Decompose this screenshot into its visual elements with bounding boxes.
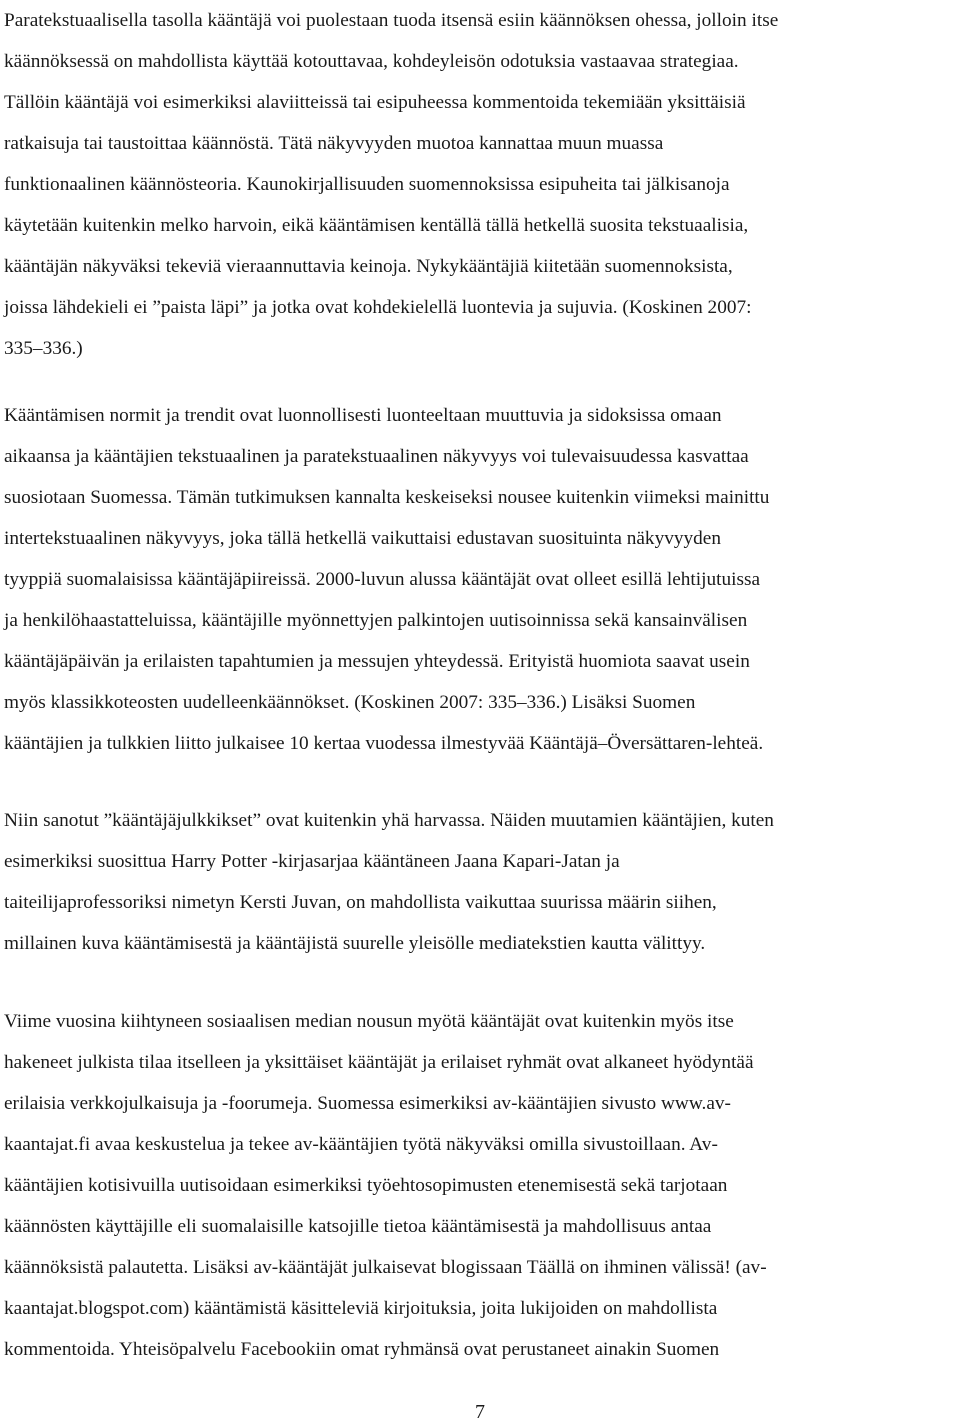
text-line: myös klassikkoteosten uudelleenkäännökset. (Koskinen 2007: 335–336.) Lisäksi Suomen xyxy=(4,692,696,713)
text-line: ratkaisuja tai taustoittaa käännöstä. Tätä näkyvyyden muotoa kannattaa muun muassa xyxy=(4,133,664,154)
text-line: Tällöin kääntäjä voi esimerkiksi alaviitteissä tai esipuheessa kommentoida tekemiään yksittäisiä xyxy=(4,92,746,113)
text-line: suosiotaan Suomessa. Tämän tutkimuksen kannalta keskeiseksi nousee kuitenkin viimeksi mainittu xyxy=(4,487,770,508)
text-line: kääntäjäpäivän ja erilaisten tapahtumien ja messujen yhteydessä. Erityistä huomiota saavat usein xyxy=(4,651,750,672)
text-line: käännösten käyttäjille eli suomalaisille katsojille tietoa kääntämisestä ja mahdollisuus antaa xyxy=(4,1216,712,1237)
page-number: 7 xyxy=(475,1401,485,1423)
text-line: funktionaalinen käännösteoria. Kaunokirjallisuuden suomennoksissa esipuheita tai jälkisanoja xyxy=(4,174,730,195)
text-line: hakeneet julkista tilaa itselleen ja yksittäiset kääntäjät ja erilaiset ryhmät ovat alkaneet hyödyntää xyxy=(4,1052,754,1073)
text-line: kääntäjien kotisivuilla uutisoidaan esimerkiksi työehtosopimusten etenemisestä sekä tarjotaan xyxy=(4,1175,728,1196)
text-line: kääntäjän näkyväksi tekeviä vieraannuttavia keinoja. Nykykääntäjiä kiitetään suomennoksista, xyxy=(4,256,733,277)
text-line: taiteilijaprofessoriksi nimetyn Kersti Juvan, on mahdollista vaikuttaa suurissa määrin siihen, xyxy=(4,892,717,913)
text-line: aikaansa ja kääntäjien tekstuaalinen ja paratekstuaalinen näkyvyys voi tulevaisuudessa kasvattaa xyxy=(4,446,749,467)
paragraph-paratextual-visibility xyxy=(4,0,778,369)
text-line: tyyppiä suomalaisissa kääntäjäpiireissä. 2000-luvun alussa kääntäjät ovat olleet esillä lehtijutuissa xyxy=(4,569,761,590)
text-line: Niin sanotut ”kääntäjäjulkkikset” ovat kuitenkin yhä harvassa. Näiden muutamien kääntäjien, kuten xyxy=(4,810,774,831)
text-line: kääntäjien ja tulkkien liitto julkaisee 10 kertaa vuodessa ilmestyvää Kääntäjä–Översättaren-lehteä. xyxy=(4,733,764,754)
paragraph-translation-norms xyxy=(4,395,769,764)
paragraph-social-media xyxy=(4,1001,767,1370)
text-line: käännöksessä on mahdollista käyttää kotouttavaa, kohdeyleisön odotuksia vastaavaa strategiaa. xyxy=(4,51,739,72)
text-line: erilaisia verkkojulkaisuja ja -foorumeja. Suomessa esimerkiksi av-kääntäjien sivusto www.av- xyxy=(4,1093,731,1114)
text-line: kaantajat.fi avaa keskustelua ja tekee av-kääntäjien työtä näkyväksi omilla sivustoillaan. Av- xyxy=(4,1134,718,1155)
text-line: joissa lähdekieli ei ”paista läpi” ja jotka ovat kohdekielellä luontevia ja sujuvia. (Koskinen 2007: xyxy=(4,297,752,318)
text-line: millainen kuva kääntämisestä ja kääntäjistä suurelle yleisölle mediatekstien kautta välittyy. xyxy=(4,933,706,954)
paragraph-translator-celebrities xyxy=(4,800,774,964)
text-line: Viime vuosina kiihtyneen sosiaalisen median nousun myötä kääntäjät ovat kuitenkin myös itse xyxy=(4,1011,734,1032)
text-line: 335–336.) xyxy=(4,338,83,359)
text-line: Kääntämisen normit ja trendit ovat luonnollisesti luonteeltaan muuttuvia ja sidoksissa omaan xyxy=(4,405,722,426)
text-line: ja henkilöhaastatteluissa, kääntäjille myönnettyjen palkintojen uutisoinnissa sekä kansainvälisen xyxy=(4,610,748,631)
text-line: Paratekstuaalisella tasolla kääntäjä voi puolestaan tuoda itsensä esiin käännöksen ohessa, jolloin itse xyxy=(4,10,779,31)
text-line: kaantajat.blogspot.com) kääntämistä käsitteleviä kirjoituksia, joita lukijoiden on mahdollista xyxy=(4,1298,718,1319)
text-line: käännöksistä palautetta. Lisäksi av-kääntäjät julkaisevat blogissaan Täällä on ihminen välissä! (av- xyxy=(4,1257,767,1278)
text-line: kommentoida. Yhteisöpalvelu Facebookiin omat ryhmänsä ovat perustaneet ainakin Suomen xyxy=(4,1339,720,1360)
text-line: esimerkiksi suosittua Harry Potter -kirjasarjaa kääntäneen Jaana Kapari-Jatan ja xyxy=(4,851,620,872)
text-line: intertekstuaalinen näkyvyys, joka tällä hetkellä vaikuttaisi edustavan suosituinta näkyvyyden xyxy=(4,528,721,549)
text-line: käytetään kuitenkin melko harvoin, eikä kääntämisen kentällä tällä hetkellä suosita tekstuaalisia, xyxy=(4,215,749,236)
